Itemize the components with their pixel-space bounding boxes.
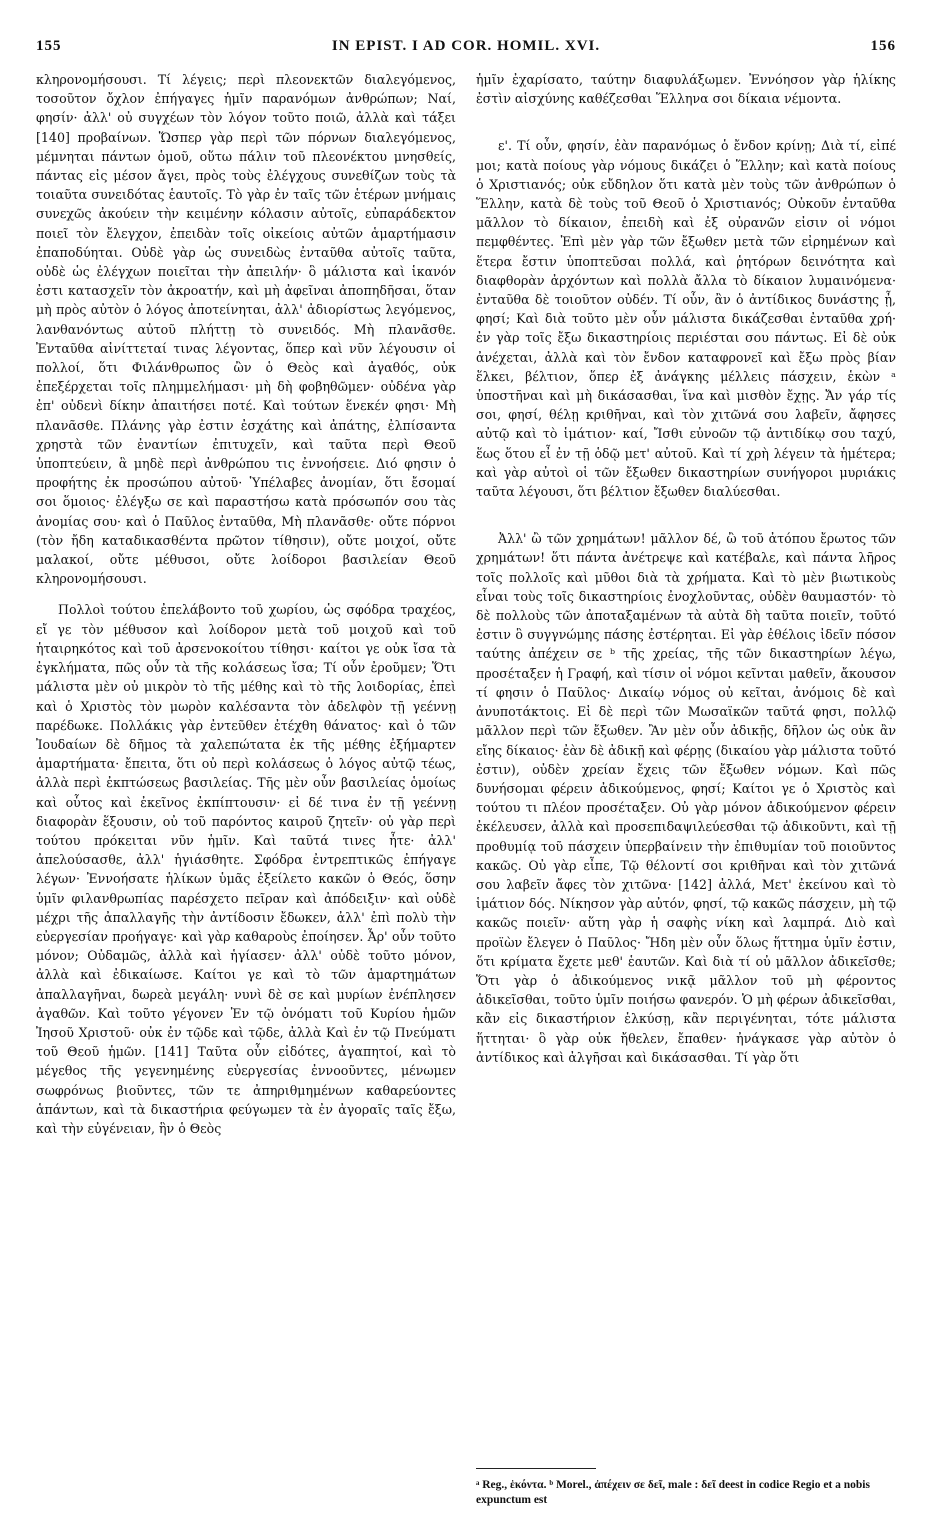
right-paragraph-2: ε'. Τί οὖν, φησίν, ἐὰν παρανόμως ὁ ἔνδον κρίνῃ; Διὰ τί, εἰπέ μοι; κατὰ ποίους γὰρ νόμους δικάζει ὁ Ἕλλην; καὶ κατὰ ποίους ὁ Χριστιανός; οὐκ εὔδηλον ὅτι κατὰ μὲν τοὺς τῶν ἀνθρώπων ὁ Ἕλλην, κατὰ δὲ τοὺς τοῦ Θεοῦ ὁ Χριστιανός; Οὐκοῦν ἐνταῦθα μᾶλλον τὸ δίκαιον, ἐπειδὴ καὶ ἐξ οὐρανῶν εἰσιν οἱ νόμοι πεμφθέντες. Ἐπὶ μὲν γὰρ τῶν ἔξωθεν μετὰ τῶν εἰρημένων καὶ ἕτερα ἔστιν ὑποπτεῦσαι πολλά, καὶ ῥητόρων δεινότητα καὶ διαφθορὰν ἀρχόντων καὶ πολλὰ ἄλλα τὸ δίκαιον λυμαινόμενα· ἐνταῦθα δὲ τοιοῦτον οὐδέν. Τί οὖν, ἂν ὁ ἀντίδικος δυνάστης ᾖ, φησί; Καὶ διὰ τοῦτο μὲν οὖν μάλιστα δικάζεσθαι ἐνταῦθα χρή· ἐν γὰρ τοῖς ἔξω δικαστηρίοις περιέσται σου πάντως. Εἰ δὲ οὐκ ἀνέχεται, ἀλλὰ καὶ τὸν ἔνδον καταφρονεῖ καὶ ἔξω πρὸς βίαν ἕλκει, βέλτιον, ὅπερ ἐξ ἀνάγκης μέλλεις πάσχειν, ἑκὼν ᵃ ὑποστῆναι καὶ μὴ δικάσασθαι, ἵνα καὶ μισθὸν ἔχῃς. Ἄν γάρ τίς σοι, φησί, θέλῃ κριθῆναι, καὶ τὸν χιτῶνά σου λαβεῖν, ἄφησες αὐτῷ καὶ τὸ ἱμάτιον· καί, Ἴσθι εὐνοῶν τῷ ἀντιδίκῳ σου ταχύ, ἕως ὅτου εἶ ἐν τῇ ὁδῷ μετ' αὐτοῦ. Καὶ τί χρὴ λέγειν τὰ ἡμέτερα; καὶ γὰρ αὐτοὶ οἱ τῶν ἔξωθεν δικαστηρίων συνήγοροι μυριάκις ταῦτα λέγουσι, ὅτι βέλτιον ἔξωθεν διαλύεσθαι.: [476, 138, 896, 500]
right-paragraph-3: Ἀλλ' ὢ τῶν χρημάτων! μᾶλλον δέ, ὢ τοῦ ἀτόπου ἔρωτος τῶν χρημάτων! ὅτι πάντα ἀνέτρεψε καὶ κατέβαλε, καὶ πάντα λῆρος τοῖς πολλοῖς καὶ μῦθοι διὰ τὰ χρήματα. Καὶ τὸ μὲν βιωτικοὺς εἶναι τοὺς τοῖς δικαστηρίοις ἐνοχλοῦντας, οὐδὲν θαυμαστόν· τὸ δὲ πολλοὺς τῶν ἀποταξαμένων τὰ αὐτὰ δὴ ταῦτα ποιεῖν, τοῦτό ἐστιν ὃ συγγνώμης πάσης ἐστέρηται. Εἰ γὰρ ἐθέλοις ἰδεῖν πόσον ταύτης ἀπέχειν σε ᵇ τῆς χρείας, τῆς τῶν δικαστηρίων λέγω, προσέταξεν ἡ Γραφή, καὶ τίσιν οἱ νόμοι κεῖνται μαθεῖν, ἄκουσον τί φησιν ὁ Παῦλος· Δικαίῳ νόμος οὐ κεῖται, ἀνόμοις δὲ καὶ ἀνυποτάκτοις. Εἰ δὲ περὶ τῶν Μωσαϊκῶν ταῦτά φησι, πολλῷ μᾶλλον περὶ τῶν ἔξωθεν. Ἂν μὲν οὖν ἀδικῇς, δῆλον ὡς οὐκ ἂν εἴης δίκαιος· ἐὰν δὲ ἀδικῇ καὶ φέρῃς (δικαίου γὰρ μάλιστα τοῦτό ἐστιν), οὐδὲν χρείαν ἔχεις τῶν ἔξωθεν νόμων. Καὶ πῶς δυνήσομαι φέρειν ἀδικούμενος, φησί; Καίτοι γε ὁ Χριστὸς καὶ τούτου τι πλέον προσέταξεν. Οὐ γὰρ μόνον ἀδικούμενον φέρειν ἐκέλευσεν, ἀλλὰ καὶ προσεπιδαψιλεύεσθαι τῷ ἀδικοῦντι, καὶ τῇ προθυμίᾳ τοῦ πάσχειν ὑπερβαίνειν τὴν ἐπιθυμίαν τοῦ ποιοῦντος κακῶς. Οὐ γὰρ εἶπε, Τῷ θέλοντί σοι κριθῆναι καὶ τὸν χιτῶνά σου λαβεῖν ἄφες τὸν χιτῶνα· [142] ἀλλά, Μετ' ἐκείνου καὶ τὸ ἱμάτιον δός. Νίκησον γὰρ αὐτόν, φησί, τῷ κακῶς πάσχειν, μὴ τῷ κακῶς ποιεῖν· αὕτη γὰρ ἡ σαφὴς νίκη καὶ λαμπρά. Διὸ καὶ προϊὼν ἔλεγεν ὁ Παῦλος· Ἤδη μὲν οὖν ὅλως ἥττημα ὑμῖν ἐστιν, ὅτι κρίματα ἔχετε μεθ' ἑαυτῶν. Καὶ διὰ τί οὐ μᾶλλον ἀδικεῖσθε; Ὅτι γὰρ ὁ ἀδικούμενος νικᾷ μᾶλλον τοῦ μὴ φέροντος ἀδικεῖσθαι, τοῦτο ὑμῖν ποιήσω φανερόν. Ὁ μὴ φέρων ἀδικεῖσθαι, κἂν εἰς δικαστήριον ἑλκύσῃ, κἂν περιγένηται, τότε μάλιστα ἥττηται· ὃ γὰρ οὐκ ἤθελεν, ἔπαθεν· ἠνάγκασε γὰρ αὐτὸν ὁ ἀντίδικος καὶ ἀλγῆσαι καὶ δικάσασθαι. Τί γὰρ ὅτι: [476, 531, 896, 1065]
page-number-left: 155: [36, 38, 62, 54]
footnotes: [476, 1478, 896, 1508]
left-paragraph-1: κληρονομήσουσι. Τί λέγεις; περὶ πλεονεκτῶν διαλεγόμενος, τοσοῦτον ὄχλον ἐπήγαγες ἡμῖν παρανόμων ἀνθρώπων; Ναί, φησίν· ἀλλ' οὐ συγχέων τὸν λόγον τοῦτο ποιῶ, ἀλλὰ καὶ τάξει [140] προβαίνων. Ὥσπερ γὰρ περὶ τῶν πόρνων διαλεγόμενος, μέμνηται πάντων ὁμοῦ, οὕτω πάλιν τοῦ πλεονέκτου μνησθείς, πάντας εἰς μέσον ἄγει, πρὸς τοὺς ἐλέγχους συνεθίζων τοὺς τὰ τοιαῦτα συνειδότας ἑαυτοῖς. Τὸ γὰρ ἐν ταῖς τῶν ἑτέρων μνήμαις συνεχῶς ἀκούειν τὴν κειμένην κόλασιν αὐτοῖς, εὐπαράδεκτον ποιεῖ τὸν ἔλεγχον, ἐπειδὰν τοῖς οἰκείοις αὐτῶν ἁμαρτήμασιν ἐπαποδύηται. Οὐδὲ γὰρ ὡς συνειδὼς ἐνταῦθα αὐτοῖς ταῦτα, οὐδὲ ὡς ἐλέγχων ποιεῖται τὴν ἀπειλήν· ὃ μάλιστα καὶ ἱκανόν ἐστι κατασχεῖν τὸν ἀκροατήν, καὶ μὴ ἀφεῖναι ἀποπηδῆσαι, ὅταν μὴ πρὸς αὐτὸν ὁ λόγος ἀποτείνηται, ἀλλ' ἀδιορίστως λεγόμενος, λανθανόντως αὐτοῦ πλήττῃ τὸ συνειδός. Μὴ πλανᾶσθε. Ἐνταῦθα αἰνίττεταί τινας λέγοντας, ὅπερ καὶ νῦν λέγουσιν οἱ πολλοί, ὅτι Φιλάνθρωπος ὢν ὁ Θεὸς καὶ ἀγαθός, οὐκ ἐπεξέρχεται τοῖς πλημμελήμασι· μὴ δὴ φοβηθῶμεν· οὐδένα γὰρ ἐπ' οὐδενὶ δίκην ἀπαιτήσει ποτέ. Καὶ τούτων ἕνεκέν φησι· Μὴ πλανᾶσθε. Πλάνης γὰρ ἐστιν ἐσχάτης καὶ ἀπάτης, ἐλπίσαντα χρηστὰ τῶν ἐναντίων ἐπιτυχεῖν, καὶ ταῦτα περὶ Θεοῦ ὑποπτεύειν, ἃ μηδὲ περὶ ἀνθρώπου τις ἐννοήσειε. Διό φησιν ὁ προφήτης ἐκ προσώπου αὐτοῦ· Ὑπέλαβες ἀνομίαν, ὅτι ἔσομαί σοι ὅμοιος· ἐλέγξω σε καὶ παραστήσω κατὰ πρόσωπόν σου τὰς ἀνομίας σου· καὶ ὁ Παῦλος ἐνταῦθα, Μὴ πλανᾶσθε· οὔτε πόρνοι (τὸν ἤδη καταδικασθέντα πρῶτον τίθησιν), οὔτε μοιχοί, οὔτε μαλακοί, οὔτε μέθυσοι, οὔτε λοίδοροι βασιλείαν Θεοῦ κληρονομήσουσι.: [36, 72, 456, 587]
running-header: [36, 38, 896, 64]
right-paragraph-1: ἡμῖν ἐχαρίσατο, ταύτην διαφυλάξωμεν. Ἐννόησον γὰρ ἡλίκης ἐστὶν αἰσχύνης καθέζεσθαι Ἕλληνα σοι δίκαια νέμοντα.: [476, 72, 896, 107]
footnote-rule: [476, 1468, 596, 1469]
right-column: [476, 70, 896, 1508]
running-title: IN EPIST. I AD COR. HOMIL. XVI.: [331, 38, 601, 54]
footnote-text: ᵃ Reg., ἑκόντα. ᵇ Morel., ἀπέχειν σε δεῖ, male : δεῖ deest in codice Regio et a nobis expunctum est: [476, 1479, 870, 1506]
left-paragraph-2: Πολλοὶ τούτου ἐπελάβοντο τοῦ χωρίου, ὡς σφόδρα τραχέος, εἴ γε τὸν μέθυσον καὶ λοίδορον μετὰ τοῦ μοιχοῦ καὶ τοῦ ἡταιρηκότος καὶ τοῦ ἀρσενοκοίτου τίθησι· καίτοι γε οὐκ ἴσα τὰ ἐγκλήματα, πῶς οὖν τὰ τῆς κολάσεως ἴσα; Τί οὖν ἐροῦμεν; Ὅτι μάλιστα μὲν οὐ μικρὸν τὸ τῆς μέθης καὶ τὸ τῆς λοιδορίας, ἐπεὶ καὶ ὁ Χριστὸς τὸν μωρὸν καλέσαντα τὸν ἀδελφὸν τῇ γεέννῃ παρέδωκε. Πολλάκις γὰρ ἐντεῦθεν ἐτέχθη θάνατος· καὶ ὁ τῶν Ἰουδαίων δὲ δῆμος τὰ χαλεπώτατα ἐκ τῆς μέθης ἐξήμαρτεν ἁμαρτήματα· ἔπειτα, ὅτι οὐ περὶ κολάσεως ὁ λόγος αὐτῷ τέως, ἀλλὰ περὶ ἐκπτώσεως βασιλείας. Τῆς μὲν οὖν βασιλείας ὁμοίως καὶ οὗτος καὶ ἐκεῖνος ἐκπίπτουσιν· εἰ δέ τινα ἐν τῇ γεέννῃ διαφορὰν ἕξουσιν, οὐ τοῦ παρόντος καιροῦ ζητεῖν· οὐ γὰρ περὶ τούτου πρόκειται νῦν ἡμῖν. Καὶ ταῦτά τινες ἦτε· ἀλλ' ἀπελούσασθε, ἀλλ' ἡγιάσθητε. Σφόδρα ἐντρεπτικῶς ἐπήγαγε λέγων· Ἐννοήσατε ἡλίκων ὑμᾶς ἐξείλετο κακῶν ὁ Θεός, ὅσην ὑμῖν φιλανθρωπίας παρέσχετο πεῖραν καὶ ἀπόδειξιν· καὶ οὐδὲ μέχρι τῆς ἀπαλλαγῆς τὴν ἀντίδοσιν ἔδωκεν, ἀλλ' ἐπὶ πολὺ τὴν εὐεργεσίαν προήγαγε· καὶ γὰρ καθαροὺς ἐποίησεν. Ἆρ' οὖν τοῦτο μόνον; Οὐδαμῶς, ἀλλὰ καὶ ἡγίασεν· ἀλλ' οὐδὲ τοῦτο μόνον, ἀλλὰ καὶ ἐδικαίωσε. Καίτοι γε καὶ τὸ τῶν ἁμαρτημάτων ἀπαλλαγῆναι, δωρεὰ μεγάλη· νυνὶ δὲ σε καὶ μυρίων ἐνέπλησεν ἀγαθῶν. Καὶ τοῦτο γέγονεν Ἐν τῷ ὀνόματι τοῦ Κυρίου ἡμῶν Ἰησοῦ Χριστοῦ· οὐκ ἐν τῷδε καὶ τῷδε, ἀλλὰ Καὶ ἐν τῷ Πνεύματι τοῦ Θεοῦ ἡμῶν. [141] Ταῦτα οὖν εἰδότες, ἀγαπητοί, καὶ τὸ μέγεθος τῆς γεγενημένης εὐεργεσίας ἐννοοῦντες, μένωμεν σωφρόνως βιοῦντες, τῶν τε ἀπηριθμημένων καθαρεύοντες ἁπάντων, καὶ τὰ δικαστήρια φεύγωμεν τὰ ἐν ἀγοραῖς ταῖς ἔξω, καὶ τὴν εὐγένειαν, ἣν ὁ Θεὸς: [36, 602, 456, 1136]
left-column: [36, 70, 456, 1508]
page-number-right: 156: [870, 38, 896, 54]
